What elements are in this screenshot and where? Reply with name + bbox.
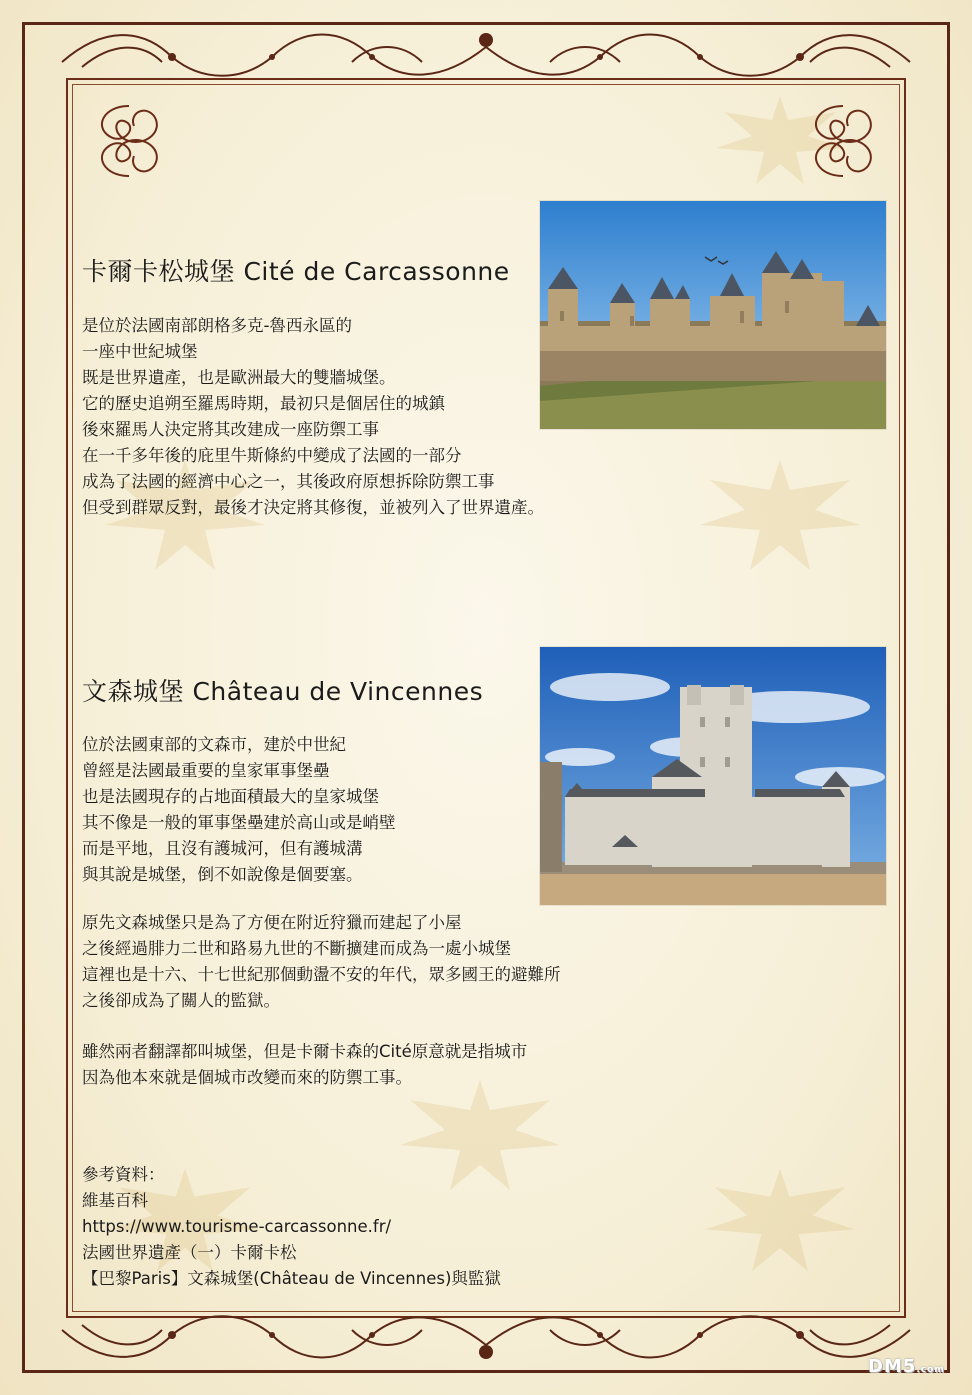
text-line: 一座中世紀城堡 [82, 342, 198, 361]
bottom-ornament-band [22, 1308, 950, 1370]
carcassonne-title: 卡爾卡松城堡 Cité de Carcassonne [82, 257, 510, 286]
reference-link[interactable]: https://www.tourisme-carcassonne.fr/ [82, 1217, 392, 1236]
text-line: 雖然兩者翻譯都叫城堡，但是卡爾卡森的Cité原意就是指城市 [82, 1042, 528, 1061]
vincennes-history [82, 910, 561, 1014]
text-line: 成為了法國的經濟中心之一，其後政府原想拆除防禦工事 [82, 472, 495, 491]
carcassonne-description [82, 313, 544, 521]
text-line: 之後經過腓力二世和路易九世的不斷擴建而成為一處小城堡 [82, 939, 511, 958]
carcassonne-photo [540, 201, 886, 429]
text-line: 在一千多年後的庇里牛斯條約中變成了法國的一部分 [82, 446, 462, 465]
text-line: 其不像是一般的軍事堡壘建於高山或是峭壁 [82, 813, 396, 832]
references-heading: 參考資料： [82, 1165, 165, 1184]
text-line: 之後卻成為了關人的監獄。 [82, 991, 280, 1010]
text-line: 是位於法國南部朗格多克-魯西永區的 [82, 316, 352, 335]
text-line: 原先文森城堡只是為了方便在附近狩獵而建起了小屋 [82, 913, 462, 932]
text-line: 它的歷史追朔至羅馬時期，最初只是個居住的城鎮 [82, 394, 445, 413]
text-line: 而是平地，且沒有護城河，但有護城溝 [82, 839, 363, 858]
comparison-note [82, 1039, 527, 1091]
text-line: 也是法國現存的占地面積最大的皇家城堡 [82, 787, 379, 806]
text-line: 既是世界遺產，也是歐洲最大的雙牆城堡。 [82, 368, 396, 387]
reference-item: 【巴黎Paris】文森城堡(Château de Vincennes)與監獄 [82, 1269, 501, 1288]
logo-suffix: .com [916, 1365, 945, 1375]
corner-flourish-top-left [84, 96, 174, 186]
text-line: 曾經是法國最重要的皇家軍事堡壘 [82, 761, 330, 780]
text-line: 因為他本來就是個城市改變而來的防禦工事。 [82, 1068, 412, 1087]
logo-text: DM5 [868, 1356, 917, 1377]
text-line: 這裡也是十六、十七世紀那個動盪不安的年代，眾多國王的避難所 [82, 965, 561, 984]
top-ornament-band [22, 22, 950, 84]
text-line: 與其說是城堡，倒不如說像是個要塞。 [82, 865, 363, 884]
reference-item: 維基百科 [82, 1191, 148, 1210]
site-logo [868, 1356, 945, 1377]
reference-item: 法國世界遺產（一）卡爾卡松 [82, 1243, 297, 1262]
vincennes-title: 文森城堡 Château de Vincennes [82, 677, 484, 706]
vincennes-description [82, 732, 396, 888]
text-line: 但受到群眾反對，最後才決定將其修復，並被列入了世界遺產。 [82, 498, 544, 517]
references [82, 1162, 501, 1292]
text-line: 位於法國東部的文森市，建於中世紀 [82, 735, 346, 754]
vincennes-photo [540, 647, 886, 905]
corner-flourish-top-right [798, 96, 888, 186]
text-line: 後來羅馬人決定將其改建成一座防禦工事 [82, 420, 379, 439]
